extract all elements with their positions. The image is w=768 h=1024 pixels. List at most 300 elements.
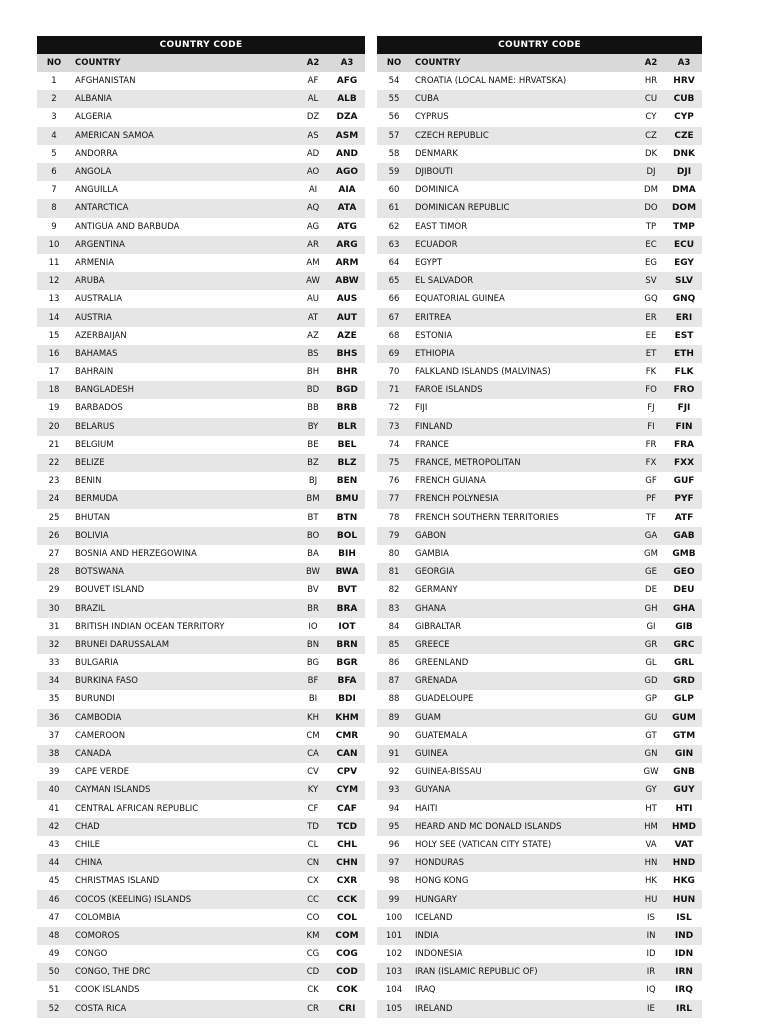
row-number: 12 — [48, 276, 60, 287]
row-number: 46 — [48, 894, 60, 905]
row-number: 1 — [51, 76, 57, 87]
country-name: IRELAND — [415, 1003, 453, 1014]
code-alpha3: COG — [336, 949, 358, 960]
code-alpha2: DK — [644, 148, 658, 159]
code-alpha2: EG — [645, 257, 657, 268]
code-alpha3: COL — [337, 912, 357, 923]
row-number: 98 — [388, 876, 400, 887]
code-alpha3: ATA — [337, 203, 357, 214]
country-name: INDIA — [415, 930, 439, 941]
country-name: CYPRUS — [415, 112, 449, 123]
code-alpha2: AD — [306, 148, 320, 159]
row-number: 13 — [48, 294, 60, 305]
row-number: 66 — [388, 294, 400, 305]
table-row — [37, 418, 365, 436]
row-number: 35 — [48, 694, 60, 705]
country-name: GRENADA — [415, 676, 458, 687]
table-body — [377, 72, 702, 1018]
table-row — [37, 618, 365, 636]
table-row — [37, 545, 365, 563]
code-alpha3: VAT — [674, 839, 694, 850]
code-alpha2: BN — [306, 639, 320, 650]
code-alpha2: GA — [644, 530, 658, 541]
code-alpha3: BFA — [337, 676, 357, 687]
country-table — [37, 54, 365, 1018]
row-number: 43 — [48, 839, 60, 850]
table-row — [37, 727, 365, 745]
country-name: HAITI — [415, 803, 438, 814]
table-row — [37, 436, 365, 454]
country-name: CZECH REPUBLIC — [415, 130, 489, 141]
table-row — [377, 672, 702, 690]
code-alpha3: IRL — [675, 1003, 692, 1014]
table-row — [377, 945, 702, 963]
table-row — [377, 308, 702, 326]
code-alpha3: BVT — [337, 585, 357, 596]
row-number: 88 — [388, 694, 400, 705]
country-name: CANADA — [75, 749, 112, 760]
row-number: 90 — [388, 730, 400, 741]
row-number: 18 — [48, 385, 60, 396]
table-row — [37, 236, 365, 254]
row-number: 84 — [388, 621, 400, 632]
code-alpha2: IE — [647, 1003, 655, 1014]
row-number: 48 — [48, 930, 60, 941]
code-alpha2: AZ — [307, 330, 319, 341]
table-row — [37, 599, 365, 617]
table-row — [377, 599, 702, 617]
code-alpha2: CU — [644, 94, 658, 105]
header-a3: A3 — [677, 58, 691, 68]
row-number: 85 — [388, 639, 400, 650]
code-alpha2: KM — [306, 930, 320, 941]
country-name: COLOMBIA — [75, 912, 121, 923]
code-alpha2: FK — [645, 367, 657, 378]
code-alpha2: AU — [306, 294, 320, 305]
code-alpha3: ERI — [675, 312, 693, 323]
code-alpha3: BWA — [335, 567, 359, 578]
row-number: 69 — [388, 348, 400, 359]
code-alpha2: BM — [306, 494, 320, 505]
country-name: EAST TIMOR — [415, 221, 468, 232]
country-name: ARMENIA — [75, 257, 115, 268]
country-name: ETHIOPIA — [415, 348, 455, 359]
code-alpha2: BA — [307, 548, 319, 559]
code-alpha3: AUT — [336, 312, 358, 323]
country-name: BRUNEI DARUSSALAM — [75, 639, 170, 650]
row-number: 60 — [388, 185, 400, 196]
row-number: 10 — [48, 239, 60, 250]
code-alpha2: DE — [645, 585, 657, 596]
row-number: 68 — [388, 330, 400, 341]
table-row — [377, 145, 702, 163]
table-row — [377, 581, 702, 599]
table-row — [377, 290, 702, 308]
code-alpha2: PF — [645, 494, 656, 505]
row-number: 89 — [388, 712, 400, 723]
country-name: CHINA — [75, 858, 103, 869]
code-alpha3: KHM — [335, 712, 359, 723]
country-name: ERITREA — [415, 312, 452, 323]
table-row — [37, 145, 365, 163]
row-number: 34 — [48, 676, 60, 687]
country-name: GAMBIA — [415, 548, 449, 559]
row-number: 104 — [385, 985, 403, 996]
table-row — [37, 672, 365, 690]
code-alpha2: FI — [647, 421, 655, 432]
country-name: GUINEA — [415, 749, 448, 760]
table-row — [377, 563, 702, 581]
header-a2: A2 — [306, 58, 320, 68]
row-number: 67 — [388, 312, 400, 323]
country-name: FALKLAND ISLANDS (MALVINAS) — [415, 367, 551, 378]
code-alpha2: BE — [307, 439, 319, 450]
header-country: COUNTRY — [415, 58, 461, 68]
row-number: 94 — [388, 803, 400, 814]
table-row — [37, 509, 365, 527]
table-row — [37, 308, 365, 326]
country-name: GHANA — [415, 603, 446, 614]
code-alpha2: BY — [307, 421, 319, 432]
country-name: HEARD AND MC DONALD ISLANDS — [415, 821, 562, 832]
row-number: 32 — [48, 639, 60, 650]
row-number: 19 — [48, 403, 60, 414]
code-alpha3: EGY — [674, 257, 694, 268]
table-row — [377, 90, 702, 108]
header-a2: A2 — [644, 58, 658, 68]
row-number: 22 — [48, 458, 60, 469]
row-number: 2 — [51, 94, 57, 105]
code-alpha2: GP — [645, 694, 657, 705]
code-alpha2: GQ — [644, 294, 658, 305]
code-alpha2: GW — [643, 767, 659, 778]
country-name: COMOROS — [75, 930, 120, 941]
code-alpha3: IDN — [674, 949, 694, 960]
code-alpha2: CL — [307, 839, 319, 850]
table-row — [37, 927, 365, 945]
country-name: EGYPT — [415, 257, 443, 268]
code-alpha3: BDI — [338, 694, 356, 705]
row-number: 78 — [388, 512, 400, 523]
row-number: 37 — [48, 730, 60, 741]
country-name: ANGUILLA — [75, 185, 118, 196]
code-alpha2: BG — [306, 658, 320, 669]
row-number: 7 — [51, 185, 57, 196]
row-number: 77 — [388, 494, 400, 505]
code-alpha3: CHL — [337, 839, 357, 850]
table-row — [377, 72, 702, 90]
code-alpha2: CV — [307, 767, 319, 778]
country-name: GUADELOUPE — [415, 694, 474, 705]
country-name: FAROE ISLANDS — [415, 385, 483, 396]
row-number: 75 — [388, 458, 400, 469]
code-alpha2: BZ — [307, 458, 319, 469]
country-name: BULGARIA — [75, 658, 119, 669]
table-row — [37, 381, 365, 399]
code-alpha3: CPV — [336, 767, 358, 778]
code-alpha3: GIN — [674, 749, 694, 760]
code-alpha3: ISL — [676, 912, 692, 923]
table-row — [37, 127, 365, 145]
table-row — [37, 490, 365, 508]
row-number: 74 — [388, 439, 400, 450]
code-alpha3: BMU — [335, 494, 359, 505]
country-name: HUNGARY — [415, 894, 457, 905]
code-alpha2: AS — [307, 130, 319, 141]
code-alpha3: CAF — [337, 803, 357, 814]
country-name: EL SALVADOR — [415, 276, 474, 287]
row-number: 82 — [388, 585, 400, 596]
row-number: 29 — [48, 585, 60, 596]
code-alpha3: HTI — [675, 803, 693, 814]
code-alpha3: BRN — [336, 639, 358, 650]
code-alpha2: KY — [307, 785, 319, 796]
country-name: CAMBODIA — [75, 712, 122, 723]
country-name: GIBRALTAR — [415, 621, 462, 632]
table-row — [377, 709, 702, 727]
table-row — [37, 72, 365, 90]
table-row — [37, 890, 365, 908]
code-alpha3: ASM — [335, 130, 359, 141]
code-alpha2: EC — [645, 239, 657, 250]
country-name: CHILE — [75, 839, 100, 850]
code-alpha3: IND — [674, 930, 694, 941]
row-number: 39 — [48, 767, 60, 778]
country-name: BRITISH INDIAN OCEAN TERRITORY — [75, 621, 225, 632]
table-row — [377, 836, 702, 854]
code-alpha3: TMP — [673, 221, 695, 232]
country-name: AUSTRIA — [75, 312, 112, 323]
table-row — [37, 909, 365, 927]
code-alpha2: EE — [645, 330, 657, 341]
code-alpha3: GNB — [673, 767, 695, 778]
country-name: HONDURAS — [415, 858, 464, 869]
code-alpha3: BTN — [336, 512, 358, 523]
row-number: 23 — [48, 476, 60, 487]
country-name: ALBANIA — [75, 94, 112, 105]
country-name: CENTRAL AFRICAN REPUBLIC — [75, 803, 199, 814]
country-name: BELGIUM — [75, 439, 114, 450]
code-alpha3: ECU — [673, 239, 695, 250]
country-name: AMERICAN SAMOA — [75, 130, 154, 141]
code-alpha2: AM — [306, 257, 320, 268]
country-name: ALGERIA — [75, 112, 112, 123]
row-number: 50 — [48, 967, 60, 978]
code-alpha3: ARM — [335, 257, 359, 268]
row-number: 93 — [388, 785, 400, 796]
code-alpha2: GM — [644, 548, 658, 559]
row-number: 76 — [388, 476, 400, 487]
table-row — [37, 872, 365, 890]
row-number: 42 — [48, 821, 60, 832]
country-name: GREECE — [415, 639, 450, 650]
code-alpha3: FXX — [673, 458, 695, 469]
code-alpha3: GTM — [672, 730, 696, 741]
table-row — [377, 254, 702, 272]
country-name: DOMINICAN REPUBLIC — [415, 203, 510, 214]
code-alpha2: GL — [645, 658, 657, 669]
table-row — [37, 272, 365, 290]
row-number: 54 — [388, 76, 400, 87]
row-number: 65 — [388, 276, 400, 287]
code-alpha3: BGD — [336, 385, 358, 396]
table-row — [377, 436, 702, 454]
code-alpha3: ARG — [336, 239, 358, 250]
country-name: CAPE VERDE — [75, 767, 129, 778]
code-alpha3: BLR — [337, 421, 357, 432]
row-number: 62 — [388, 221, 400, 232]
table-row — [377, 327, 702, 345]
code-alpha2: ID — [646, 949, 656, 960]
country-code-table-right — [377, 36, 702, 1018]
table-row — [37, 218, 365, 236]
code-alpha2: ER — [645, 312, 657, 323]
table-row — [377, 636, 702, 654]
table-row — [37, 345, 365, 363]
code-alpha3: DEU — [673, 585, 695, 596]
code-alpha2: CC — [307, 894, 319, 905]
row-number: 26 — [48, 530, 60, 541]
table-row — [37, 199, 365, 217]
table-row — [37, 399, 365, 417]
code-alpha3: BHS — [336, 348, 358, 359]
country-name: AFGHANISTAN — [75, 76, 136, 87]
code-alpha3: GUM — [672, 712, 696, 723]
country-name: COSTA RICA — [75, 1003, 127, 1014]
code-alpha2: CG — [306, 949, 320, 960]
country-name: BAHRAIN — [75, 367, 114, 378]
row-number: 87 — [388, 676, 400, 687]
code-alpha2: CN — [306, 858, 320, 869]
code-alpha2: DM — [644, 185, 658, 196]
row-number: 56 — [388, 112, 400, 123]
row-number: 99 — [388, 894, 400, 905]
country-name: CAYMAN ISLANDS — [75, 785, 151, 796]
code-alpha2: AR — [307, 239, 319, 250]
code-alpha2: GR — [644, 639, 658, 650]
table-row — [377, 509, 702, 527]
code-alpha2: SV — [645, 276, 657, 287]
table-row — [377, 781, 702, 799]
code-alpha3: AND — [336, 148, 358, 159]
code-alpha3: FRA — [673, 439, 695, 450]
country-name: GABON — [415, 530, 447, 541]
code-alpha3: AFG — [336, 76, 358, 87]
country-name: FRENCH SOUTHERN TERRITORIES — [415, 512, 559, 523]
code-alpha3: DMA — [672, 185, 696, 196]
table-row — [37, 363, 365, 381]
code-alpha2: TF — [645, 512, 657, 523]
code-alpha2: AW — [306, 276, 320, 287]
country-name: ARGENTINA — [75, 239, 125, 250]
code-alpha3: GRC — [673, 639, 695, 650]
row-number: 4 — [51, 130, 57, 141]
country-name: ANDORRA — [75, 148, 118, 159]
table-row — [377, 854, 702, 872]
country-name: BOSNIA AND HERZEGOWINA — [75, 548, 197, 559]
row-number: 33 — [48, 658, 60, 669]
country-name: BOTSWANA — [75, 567, 124, 578]
table-row — [377, 381, 702, 399]
country-name: ESTONIA — [415, 330, 453, 341]
table-row — [37, 108, 365, 126]
header-a3: A3 — [340, 58, 354, 68]
table-row — [377, 272, 702, 290]
code-alpha3: ETH — [674, 348, 694, 359]
code-alpha2: CY — [645, 112, 657, 123]
country-name: GUATEMALA — [415, 730, 468, 741]
row-number: 31 — [48, 621, 60, 632]
country-name: GEORGIA — [415, 567, 455, 578]
code-alpha3: IRN — [675, 967, 693, 978]
row-number: 63 — [388, 239, 400, 250]
code-alpha2: IN — [646, 930, 656, 941]
code-alpha2: GH — [644, 603, 658, 614]
code-alpha2: IR — [646, 967, 656, 978]
code-alpha2: HM — [644, 821, 658, 832]
country-name: HOLY SEE (VATICAN CITY STATE) — [415, 839, 552, 850]
code-alpha2: FR — [645, 439, 657, 450]
table-row — [377, 127, 702, 145]
table-row — [37, 472, 365, 490]
code-alpha3: GRD — [673, 676, 695, 687]
code-alpha3: SLV — [675, 276, 693, 287]
code-alpha2: BH — [306, 367, 320, 378]
country-name: GREENLAND — [415, 658, 469, 669]
code-alpha2: BD — [306, 385, 320, 396]
header-no: NO — [46, 58, 62, 68]
table-row — [37, 454, 365, 472]
country-name: BENIN — [75, 476, 102, 487]
country-name: DENMARK — [415, 148, 458, 159]
code-alpha3: BLZ — [337, 458, 357, 469]
row-number: 92 — [388, 767, 400, 778]
table-row — [377, 490, 702, 508]
code-alpha2: BR — [307, 603, 319, 614]
code-alpha2: CM — [306, 730, 320, 741]
table-row — [37, 163, 365, 181]
row-number: 73 — [388, 421, 400, 432]
code-alpha2: GU — [644, 712, 658, 723]
row-number: 49 — [48, 949, 60, 960]
row-number: 21 — [48, 439, 60, 450]
code-alpha3: CYM — [335, 785, 359, 796]
code-alpha3: HND — [672, 858, 696, 869]
table-row — [37, 581, 365, 599]
country-name: CROATIA (LOCAL NAME: HRVATSKA) — [415, 76, 567, 87]
code-alpha3: ALB — [337, 94, 357, 105]
row-number: 58 — [388, 148, 400, 159]
code-alpha3: AIA — [338, 185, 356, 196]
row-number: 40 — [48, 785, 60, 796]
country-code-table-left — [37, 36, 365, 1018]
row-number: 96 — [388, 839, 400, 850]
code-alpha2: BO — [306, 530, 320, 541]
country-name: BOUVET ISLAND — [75, 585, 145, 596]
code-alpha3: CUB — [673, 94, 695, 105]
code-alpha2: VA — [645, 839, 657, 850]
code-alpha2: CX — [307, 876, 319, 887]
code-alpha3: GRL — [673, 658, 695, 669]
country-name: DOMINICA — [415, 185, 459, 196]
row-number: 59 — [388, 167, 400, 178]
code-alpha3: COD — [336, 967, 358, 978]
code-alpha3: CYP — [674, 112, 694, 123]
country-name: INDONESIA — [415, 949, 463, 960]
table-row — [377, 345, 702, 363]
row-number: 24 — [48, 494, 60, 505]
country-name: BAHAMAS — [75, 348, 118, 359]
